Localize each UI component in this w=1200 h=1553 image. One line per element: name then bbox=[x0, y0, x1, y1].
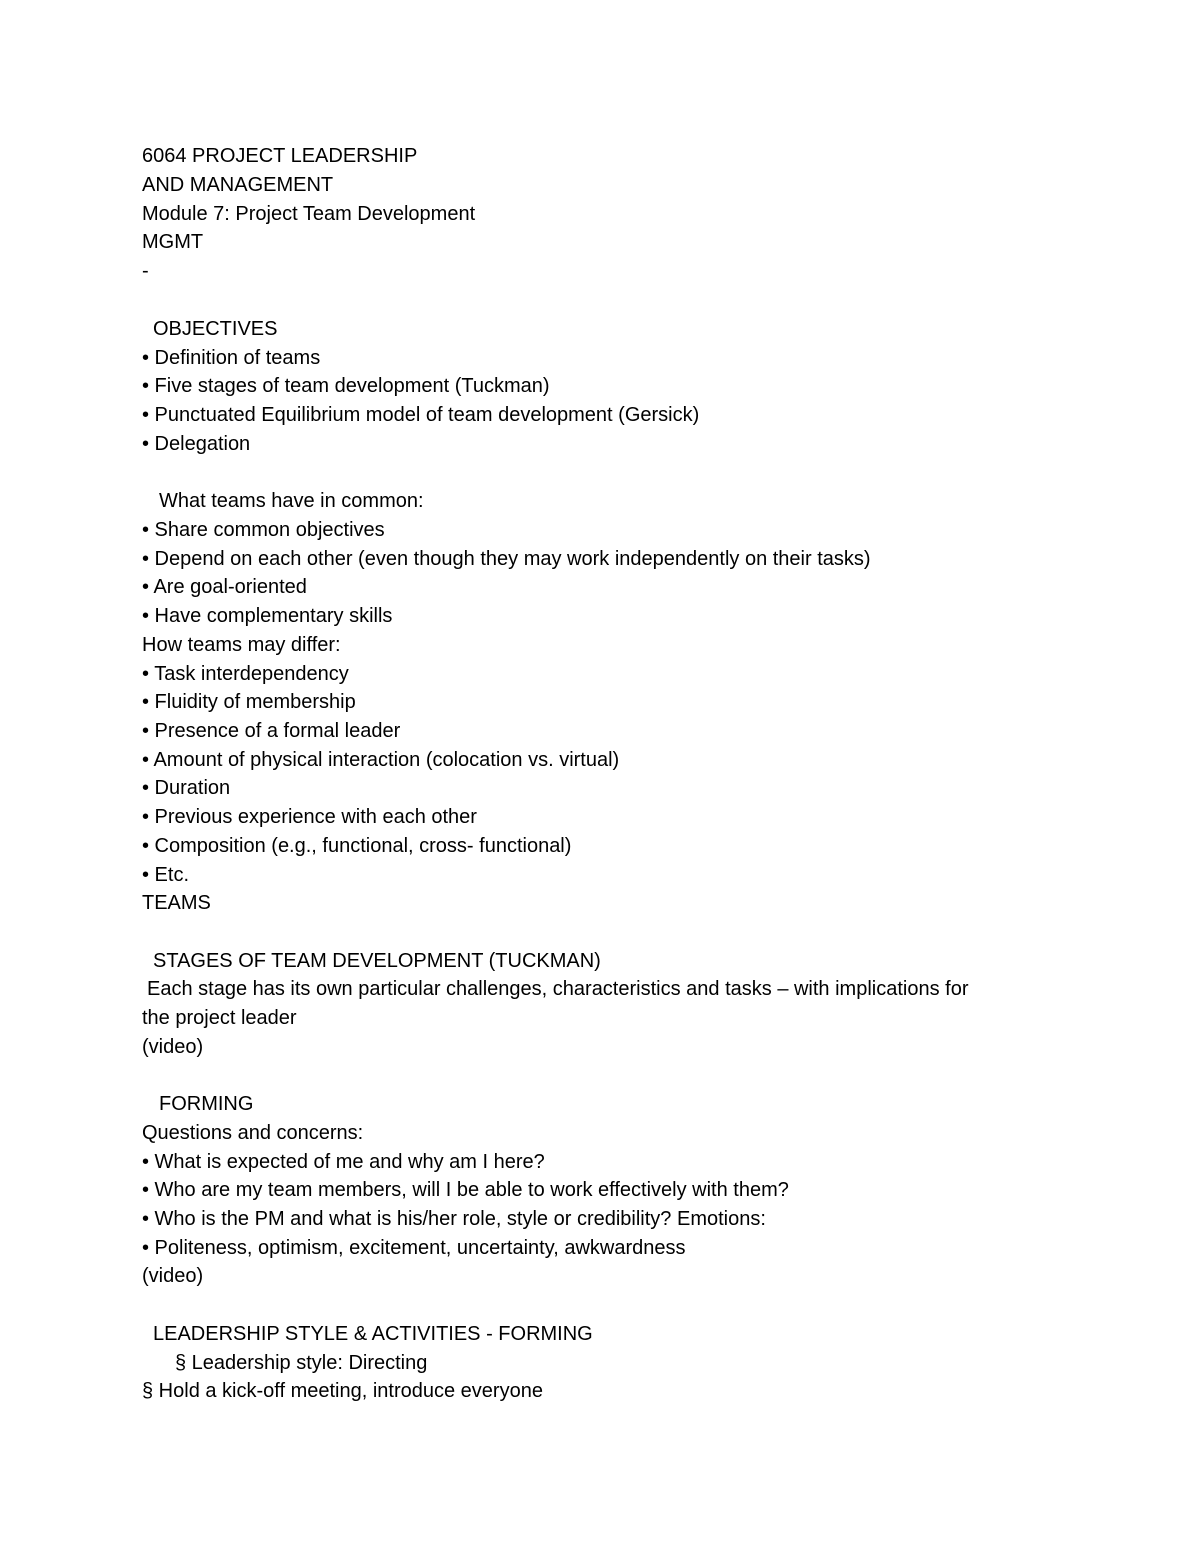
differ-item: • Duration bbox=[142, 777, 231, 799]
kickoff-item: § Hold a kick-off meeting, introduce everyone bbox=[142, 1380, 543, 1402]
common-item: • Depend on each other (even though they may work independently on their tasks) bbox=[142, 548, 871, 570]
forming-item: • Who are my team members, will I be able to work effectively with them? bbox=[142, 1179, 789, 1201]
stages-description-line1: Each stage has its own particular challenges, characteristics and tasks – with implications for bbox=[147, 978, 969, 1000]
common-item: • Have complementary skills bbox=[142, 605, 393, 627]
course-title-line2: AND MANAGEMENT bbox=[142, 174, 334, 196]
leadership-heading: LEADERSHIP STYLE & ACTIVITIES - FORMING bbox=[153, 1323, 593, 1345]
forming-item: • Who is the PM and what is his/her role, style or credibility? Emotions: bbox=[142, 1208, 766, 1230]
forming-heading: FORMING bbox=[159, 1093, 254, 1115]
video-note: (video) bbox=[142, 1036, 204, 1058]
common-heading: What teams have in common: bbox=[159, 490, 424, 512]
stages-description-line2: the project leader bbox=[142, 1007, 297, 1029]
differ-item: • Composition (e.g., functional, cross- functional) bbox=[142, 835, 572, 857]
objective-item: • Delegation bbox=[142, 433, 251, 455]
module-title: Module 7: Project Team Development bbox=[142, 203, 476, 225]
differ-item: • Etc. bbox=[142, 864, 190, 886]
objective-item: • Five stages of team development (Tuckman) bbox=[142, 375, 550, 397]
video-note: (video) bbox=[142, 1265, 204, 1287]
common-item: • Are goal-oriented bbox=[142, 576, 307, 598]
objective-item: • Punctuated Equilibrium model of team development (Gersick) bbox=[142, 404, 700, 426]
differ-item: • Fluidity of membership bbox=[142, 691, 356, 713]
differ-item: • Presence of a formal leader bbox=[142, 720, 401, 742]
dash-separator: - bbox=[142, 260, 149, 282]
leadership-style-item: § Leadership style: Directing bbox=[175, 1352, 428, 1374]
stages-heading: STAGES OF TEAM DEVELOPMENT (TUCKMAN) bbox=[153, 950, 601, 972]
differ-item: • Task interdependency bbox=[142, 663, 349, 685]
course-title-line1: 6064 PROJECT LEADERSHIP bbox=[142, 145, 418, 167]
objective-item: • Definition of teams bbox=[142, 347, 321, 369]
forming-item: • Politeness, optimism, excitement, uncertainty, awkwardness bbox=[142, 1237, 686, 1259]
forming-questions-label: Questions and concerns: bbox=[142, 1122, 364, 1144]
common-item: • Share common objectives bbox=[142, 519, 385, 541]
differ-heading: How teams may differ: bbox=[142, 634, 341, 656]
objectives-heading: OBJECTIVES bbox=[153, 318, 278, 340]
department-label: MGMT bbox=[142, 231, 204, 253]
forming-item: • What is expected of me and why am I here? bbox=[142, 1151, 545, 1173]
differ-item: • Previous experience with each other bbox=[142, 806, 477, 828]
differ-item: • Amount of physical interaction (colocation vs. virtual) bbox=[142, 749, 620, 771]
teams-label: TEAMS bbox=[142, 892, 211, 914]
